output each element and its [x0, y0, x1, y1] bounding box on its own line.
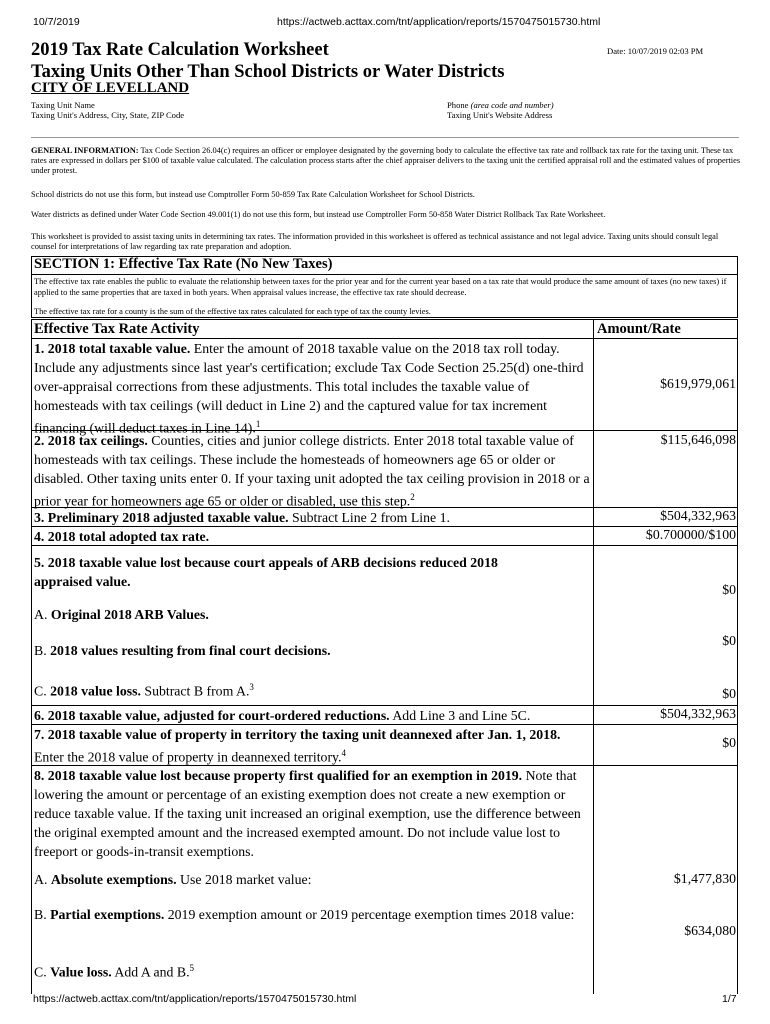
- line-5b-text: B. 2018 values resulting from final court decisions.: [34, 643, 331, 658]
- line-1-text: 1. 2018 total taxable value. Enter the amount of 2018 taxable value on the 2018 tax roll today. Include any adjustments since last year's certification; exclude Tax Code Section 25.25(d) one-third over-appraisal corrections from these adjustments. This total includes the taxable value of homesteads with tax ceilings (will deduct in Line 2) and the captured value for tax increment financing (will deduct taxes in Line 14).$^1$: [34, 341, 584, 436]
- line-8a-value: $1,477,830: [673, 871, 736, 886]
- print-url: https://actweb.acttax.com/tnt/application/reports/1570475015730.html: [277, 16, 601, 28]
- taxing-unit-name: CITY OF LEVELLAND: [31, 80, 190, 96]
- website-label: Taxing Unit's Website Address: [447, 110, 553, 120]
- section1-heading: SECTION 1: Effective Tax Rate (No New Taxes): [34, 256, 333, 272]
- report-date: Date: 10/07/2019 02:03 PM: [607, 46, 704, 56]
- line-8-text: 8. 2018 taxable value lost because property first qualified for an exemption in 2019. Note that lowering the amount or percentage of an existing exemption does not create a new exemption or reduce taxable value. If the taxing unit increased an original exemption, use the difference between the original exempted amount and the increased exempted amount. Do not include value lost to freeport or goods-in-transit exemptions.: [34, 768, 581, 859]
- line-7-text: 7. 2018 taxable value of property in territory the taxing unit deannexed after Jan. 1, 2018. Enter the 2018 value of property in deannexed territory.$^4$: [34, 727, 561, 765]
- phone-label: Phone (area code and number): [447, 100, 554, 110]
- line-8a-text: A. Absolute exemptions. Use 2018 market value:: [34, 872, 312, 887]
- line-5-text: 5. 2018 taxable value lost because court appeals of ARB decisions reduced 2018 appraised value.: [34, 555, 498, 589]
- line-4-value: $0.700000/$100: [645, 527, 736, 542]
- line-5c-text: C. 2018 value loss. Subtract B from A.$^3$: [34, 682, 254, 699]
- page-number: 1/7: [722, 993, 737, 1005]
- address-label: Taxing Unit's Address, City, State, ZIP Code: [31, 110, 185, 120]
- line-2-text: 2. 2018 tax ceilings. Counties, cities and junior college districts. Enter 2018 total taxable value of homesteads with tax ceilings. These include the homesteads of homeowners age 65 or older or disabled. Other taxing units enter 0. If your taxing unit adopted the tax ceiling provision in 2018 or a prior year for homeowners age 65 or older or disabled, use this step.$^2$: [34, 433, 590, 509]
- line-4-text: 4. 2018 total adopted tax rate.: [34, 529, 210, 544]
- divider: [31, 137, 739, 138]
- line-5a-text: A. Original 2018 ARB Values.: [34, 607, 209, 622]
- line-5b-value: $0: [722, 633, 736, 648]
- line-8c-text: C. Value loss. Add A and B.$^5$: [34, 963, 195, 980]
- section1-description: The effective tax rate enables the public to evaluate the relationship between taxes for the prior year and for the current year based on a tax rate that would produce the same amount of taxes (no new taxes) if applied to the same properties that are taxed in both years. When appraisal values increase, the effective tax rate should decrease.: [34, 277, 727, 297]
- unit-name-label: Taxing Unit Name: [31, 100, 95, 110]
- column-header-activity: Effective Tax Rate Activity: [34, 321, 200, 337]
- assistance-note: This worksheet is provided to assist taxing units in determining tax rates. The information provided in this worksheet is offered as technical assistance and not legal advice. Taxing units should consult legal counsel for interpretations of law regarding tax rate preparation and adoption.: [31, 232, 719, 251]
- worksheet-title: 2019 Tax Rate Calculation Worksheet: [31, 40, 329, 60]
- column-header-amount: Amount/Rate: [597, 321, 681, 337]
- county-note: The effective tax rate for a county is the sum of the effective tax rates calculated for each type of tax the county levies.: [34, 307, 431, 316]
- print-date: 10/7/2019: [33, 16, 80, 28]
- line-6-text: 6. 2018 taxable value, adjusted for court-ordered reductions. Add Line 3 and Line 5C.: [34, 708, 531, 723]
- general-information: GENERAL INFORMATION: Tax Code Section 26.04(c) requires an officer or employee designated by the governing body to calculate the effective tax rate and rollback tax rate for the taxing unit. These tax rates are expressed in dollars per $100 of taxable value calculated. The calculation process starts after the chief appraiser delivers to the taxing unit the certified appraisal roll and the estimated values of properties under protest.: [31, 146, 741, 175]
- worksheet-subtitle: Taxing Units Other Than School Districts or Water Districts: [31, 62, 505, 82]
- line-3-value: $504,332,963: [660, 508, 736, 523]
- water-district-note: Water districts as defined under Water Code Section 49.001(1) do not use this form, but instead use Comptroller Form 50-858 Water District Rollback Tax Rate Worksheet.: [31, 210, 606, 219]
- line-8b-value: $634,080: [684, 923, 736, 938]
- line-2-value: $115,646,098: [660, 432, 736, 447]
- line-6-value: $504,332,963: [660, 706, 736, 721]
- line-8b-text: B. Partial exemptions. 2019 exemption amount or 2019 percentage exemption times 2018 value:: [34, 907, 575, 922]
- line-1-value: $619,979,061: [660, 376, 736, 391]
- line-3-text: 3. Preliminary 2018 adjusted taxable value. Subtract Line 2 from Line 1.: [34, 510, 450, 525]
- footer-url: https://actweb.acttax.com/tnt/application/reports/1570475015730.html: [33, 993, 357, 1005]
- line-7-value: $0: [722, 735, 736, 750]
- line-5a-value: $0: [722, 582, 736, 597]
- school-district-note: School districts do not use this form, but instead use Comptroller Form 50-859 Tax Rate Calculation Worksheet for School Districts.: [31, 190, 475, 199]
- line-5c-value: $0: [722, 686, 736, 701]
- column-divider: [593, 319, 594, 994]
